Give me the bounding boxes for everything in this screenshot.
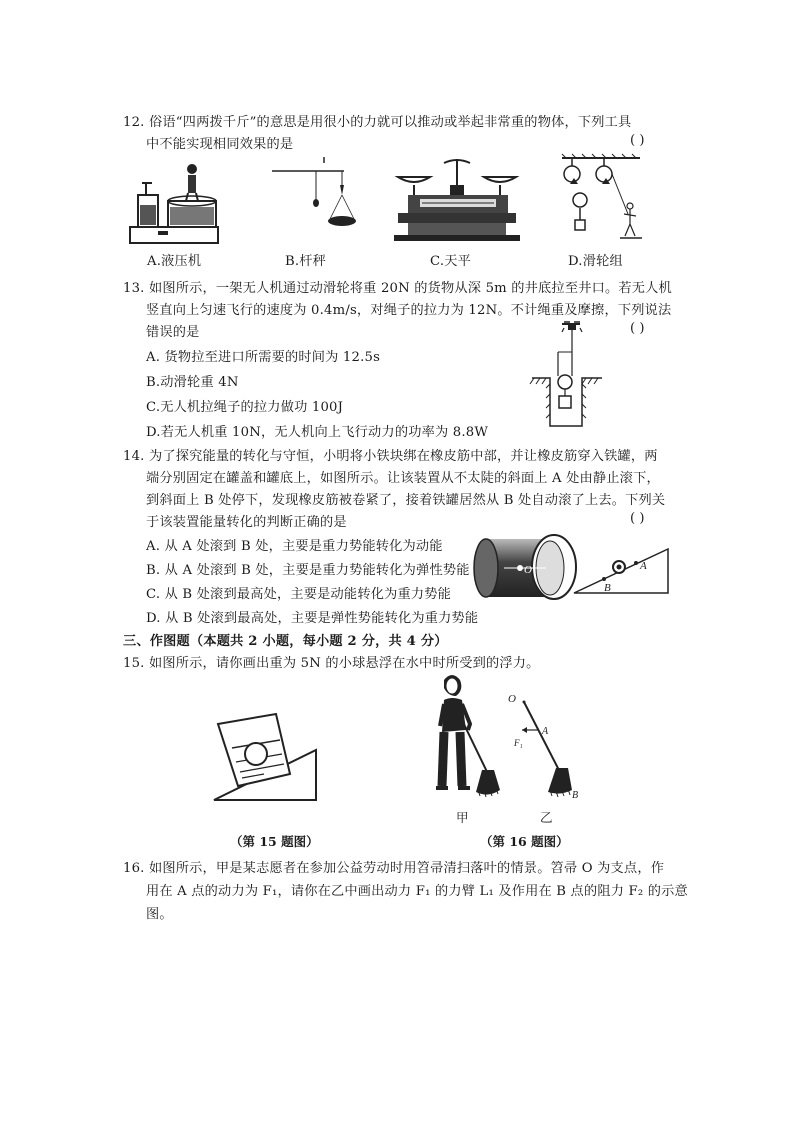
q13-option-b: B.动滑轮重 4N <box>146 375 239 390</box>
q12-option-d: D.滑轮组 <box>568 254 623 269</box>
drone-well-figure <box>528 318 618 430</box>
q13-text-line1: 13. 如图所示，一架无人机通过动滑轮将重 20N 的货物从深 5m 的井底拉至井口。若无人机 <box>123 281 672 296</box>
q13-answer-bracket: ( ) <box>630 321 645 336</box>
q14-text-line1: 14. 为了探究能量的转化与守恒，小明将小铁块绑在橡皮筋中部，并让橡皮筋穿入铁罐，两 <box>123 449 658 464</box>
q16-caption: （第 16 题图） <box>480 834 569 849</box>
q14-option-d: D. 从 B 处滚到最高处，主要是弹性势能转化为重力势能 <box>146 611 479 626</box>
balance-figure <box>392 155 522 245</box>
q12-option-c: C.天平 <box>430 254 471 269</box>
q14-option-b: B. 从 A 处滚到 B 处，主要是重力势能转化为弹性势能 <box>146 563 470 578</box>
q14-text-line2: 端分别固定在罐盖和罐底上，如图所示。让该装置从不太陡的斜面上 A 处由静止滚下， <box>146 471 660 486</box>
section-3-title: 三、作图题（本题共 2 小题，每小题 2 分，共 4 分） <box>123 634 448 649</box>
q16-label-jia: 甲 <box>456 810 469 825</box>
q13-text-line3: 错误的是 <box>146 325 200 340</box>
rolling-can-figure <box>468 527 586 607</box>
q14-option-a: A. 从 A 处滚到 B 处，主要是重力势能转化为动能 <box>146 539 443 554</box>
q14-option-c: C. 从 B 处滚到最高处，主要是动能转化为重力势能 <box>146 587 452 602</box>
q16-text-line2: 用在 A 点的动力为 F₁，请你在乙中画出动力 F₁ 的力臂 L₁ 及作用在 B 点的阻力 F₂ 的示意 <box>146 884 688 899</box>
incline-label-a: A <box>640 560 647 572</box>
q12-answer-bracket: ( ) <box>630 133 645 148</box>
q14-text-line4: 于该装置能量转化的判断正确的是 <box>146 515 347 530</box>
hydraulic-press-figure <box>128 155 220 247</box>
q16-label-yi: 乙 <box>540 810 553 825</box>
q15-text-line1: 15. 如图所示，请你画出重为 5N 的小球悬浮在水中时所受到的浮力。 <box>123 656 540 671</box>
q16-text-line3: 图。 <box>146 907 173 922</box>
q12-option-b: B.杆秤 <box>285 254 327 269</box>
q13-option-c: C.无人机拉绳子的拉力做功 100J <box>146 400 344 415</box>
lever-label-o: O <box>508 693 516 705</box>
broom-lever-figure <box>506 692 586 802</box>
lever-label-b: B <box>572 790 579 801</box>
lever-label-a: A <box>542 726 549 737</box>
incline-figure <box>572 545 672 597</box>
pulley-block-figure <box>558 152 658 244</box>
q15-caption: （第 15 题图） <box>230 834 319 849</box>
incline-label-b: B <box>604 582 611 594</box>
q14-text-line3: 到斜面上 B 处停下，发现橡皮筋被卷紧了，接着铁罐居然从 B 处自动滚了上去。下列关 <box>146 493 666 508</box>
q13-option-d: D.若无人机重 10N，无人机向上飞行动力的功率为 8.8W <box>146 425 489 440</box>
person-sweeping-figure <box>426 670 506 800</box>
steelyard-figure <box>270 155 360 245</box>
q12-text-line1: 12. 俗语“四两拨千斤”的意思是用很小的力就可以推动或举起非常重的物体，下列工具 <box>123 115 632 130</box>
q16-text-line1: 16. 如图所示，甲是某志愿者在参加公益劳动时用笤帚清扫落叶的情景。笤帚 O 为支点，作 <box>123 861 665 876</box>
lever-label-f1: F₁ <box>514 738 523 748</box>
q12-option-a: A.液压机 <box>147 254 202 269</box>
q13-option-a: A. 货物拉至进口所需要的时间为 12.5s <box>146 350 381 365</box>
floating-ball-figure <box>212 712 318 804</box>
q14-answer-bracket: ( ) <box>630 511 645 526</box>
can-label-o: O <box>524 564 532 576</box>
q13-text-line2: 竖直向上匀速飞行的速度为 0.4m/s，对绳子的拉力为 12N。不计绳重及摩擦，下列说法 <box>146 303 672 318</box>
q12-text-line2: 中不能实现相同效果的是 <box>146 137 294 152</box>
